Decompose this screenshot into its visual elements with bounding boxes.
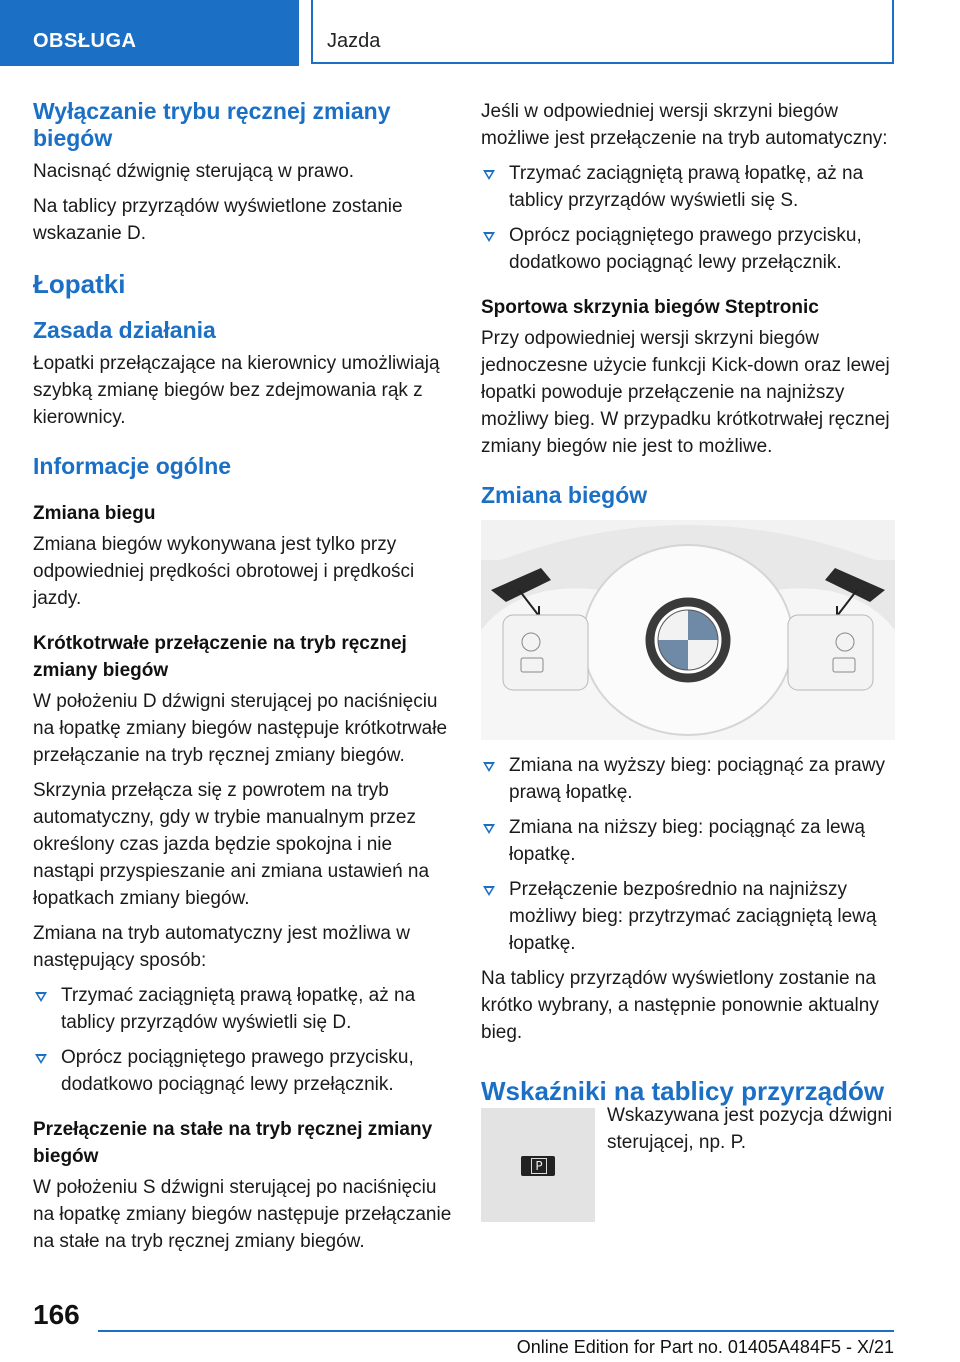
section-tab: OBSŁUGA — [0, 0, 299, 66]
heading-krotkotrwale: Krótkotrwałe przełączenie na tryb ręcznej zmiany biegów — [33, 633, 407, 681]
paragraph: Przy odpowiedniej wersji skrzyni biegów jednoczesne użycie funkcji Kick-down oraz lewej łopatki powoduje przełączenie na najniższy możliwy bieg. W przypadku krótkotrwałej ręcznej zmiany biegów nie jest to możliwe. — [481, 328, 890, 457]
footer-divider — [98, 1330, 894, 1332]
list-item-text: Trzymać zaciągniętą prawą łopatkę, aż na tablicy przyrządów wyświetli się S. — [509, 163, 864, 211]
bullet-list — [481, 160, 901, 276]
chapter-title: Jazda — [311, 0, 894, 64]
triangle-bullet-icon — [35, 1054, 47, 1064]
edition-text: Online Edition for Part no. 01405A484F5 - X/21 — [516, 1337, 894, 1357]
list-item-text: Oprócz pociągniętego prawego przycisku, dodatkowo pociągnąć lewy przełącznik. — [509, 225, 862, 273]
triangle-bullet-icon — [35, 992, 47, 1002]
gear-p-indicator — [521, 1156, 555, 1176]
heading-lopatki: Łopatki — [33, 269, 126, 299]
heading-zasada: Zasada działania — [33, 317, 216, 343]
page-number: 166 — [33, 1299, 80, 1330]
list-item-text: Przełączenie bezpośrednio na najniższy możliwy bieg: przytrzymać zaciągniętą lewą łopatkę. — [509, 879, 877, 954]
list-item — [481, 814, 901, 868]
paragraph: Na tablicy przyrządów wyświetlony zostanie na krótko wybrany, a następnie ponownie aktualny bieg. — [481, 968, 879, 1043]
list-item-text: Oprócz pociągniętego prawego przycisku, dodatkowo pociągnąć lewy przełącznik. — [61, 1047, 414, 1095]
heading-wskazniki: Wskaźniki na tablicy przyrządów — [481, 1076, 885, 1106]
list-item — [481, 160, 901, 214]
bullet-list — [481, 752, 901, 957]
bullet-list — [33, 982, 453, 1098]
list-item — [33, 1044, 453, 1098]
paragraph: Skrzynia przełącza się z powrotem na tryb automatyczny, gdy w trybie manualnym przez określony czas jazda będzie spokojna i nie nastąpi przyspieszanie ani zmiana ustawień na łopatkach zmiany biegów. — [33, 780, 430, 909]
paragraph: Łopatki przełączające na kierownicy umożliwiają szybką zmianę biegów bez zdejmowania rąk z kierownicy. — [33, 353, 440, 428]
indicator-image — [481, 1108, 595, 1222]
heading-manual-off: Wyłączanie trybu ręcznej zmiany biegów — [33, 98, 391, 151]
list-item-text: Trzymać zaciągniętą prawą łopatkę, aż na tablicy przyrządów wyświetli się D. — [61, 985, 416, 1033]
list-item-text: Zmiana na niższy bieg: pociągnąć za lewą łopatkę. — [509, 817, 865, 865]
triangle-bullet-icon — [483, 886, 495, 896]
list-item — [33, 982, 453, 1036]
heading-stale: Przełączenie na stałe na tryb ręcznej zmiany biegów — [33, 1119, 433, 1167]
triangle-bullet-icon — [483, 232, 495, 242]
left-column — [33, 98, 453, 1263]
paragraph: Na tablicy przyrządów wyświetlone zostanie wskazanie D. — [33, 196, 403, 244]
paragraph: Zmiana biegów wykonywana jest tylko przy odpowiedniej prędkości obrotowej i prędkości jazdy. — [33, 534, 415, 609]
list-item — [481, 222, 901, 276]
heading-info: Informacje ogólne — [33, 453, 232, 479]
gear-letter: P — [531, 1158, 547, 1174]
steering-wheel-image — [481, 520, 895, 740]
list-item — [481, 752, 901, 806]
heading-sport: Sportowa skrzynia biegów Steptronic — [481, 297, 819, 318]
triangle-bullet-icon — [483, 824, 495, 834]
paragraph: Zmiana na tryb automatyczny jest możliwa w następujący sposób: — [33, 923, 410, 971]
heading-zmiana-biegu: Zmiana biegu — [33, 503, 156, 524]
paragraph: W położeniu S dźwigni sterującej po naciśnięciu na łopatkę zmiany biegów następuje przełączanie na stałe na tryb ręcznej zmiany biegów. — [33, 1177, 452, 1252]
paragraph: Jeśli w odpowiedniej wersji skrzyni biegów możliwe jest przełączenie na tryb automatyczny: — [481, 101, 888, 149]
paragraph: W położeniu D dźwigni sterującej po naciśnięciu na łopatkę zmiany biegów następuje krótkotrwałe przełączanie na tryb ręcznej zmiany biegów. — [33, 691, 448, 766]
list-item — [481, 876, 901, 957]
steering-wheel-illustration — [481, 520, 895, 740]
right-column — [481, 98, 901, 515]
right-column-lower — [481, 752, 901, 1106]
paragraph: Nacisnąć dźwignię sterującą w prawo. — [33, 161, 355, 182]
list-item-text: Zmiana na wyższy bieg: pociągnąć za prawy prawą łopatkę. — [509, 755, 885, 803]
triangle-bullet-icon — [483, 762, 495, 772]
paragraph: Wskazywana jest pozycja dźwigni sterującej, np. P. — [607, 1105, 893, 1153]
heading-zmiana-biegow: Zmiana biegów — [481, 482, 648, 508]
triangle-bullet-icon — [483, 170, 495, 180]
